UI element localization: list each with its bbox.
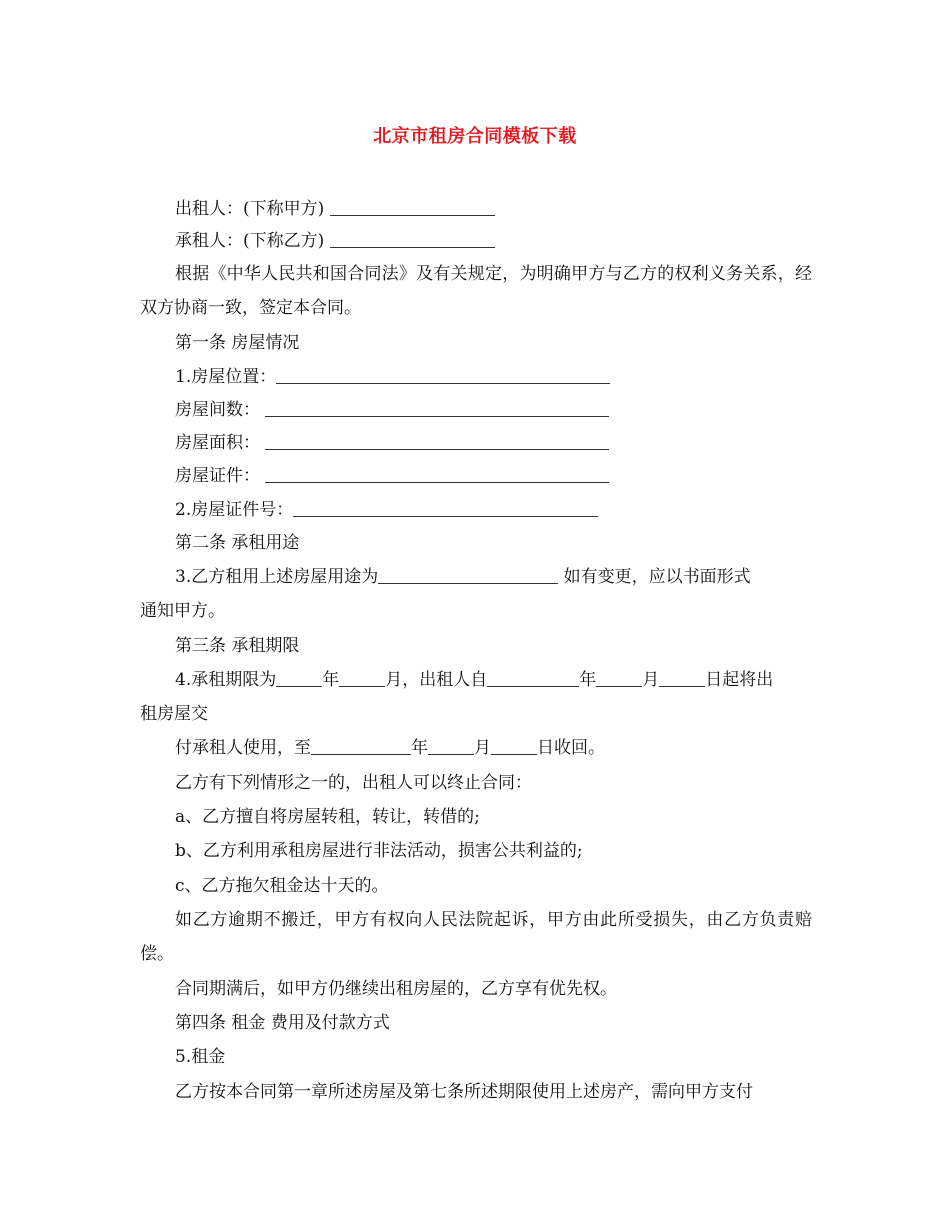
term-end-line	[175, 731, 815, 765]
rent-paragraph: 乙方按本合同第一章所述房屋及第七条所述期限使用上述房产，需向甲方支付	[175, 1082, 753, 1102]
end-year-unit: 年	[411, 738, 428, 758]
certificate-number-line	[175, 493, 815, 527]
article2-heading: 第二条 承租用途	[175, 533, 300, 553]
start-year-blank	[487, 666, 579, 687]
lessee-blank	[330, 227, 495, 248]
case-b: b、乙方利用承租房屋进行非法活动，损害公共利益的;	[175, 841, 583, 861]
usage-line	[175, 560, 815, 594]
termination-intro: 乙方有下列情形之一的，出租人可以终止合同：	[175, 773, 532, 793]
term-line	[175, 663, 815, 697]
priority-paragraph: 合同期满后，如甲方仍继续出租房屋的，乙方享有优先权。	[175, 979, 617, 999]
usage-line-2: 通知甲方。	[140, 601, 225, 621]
preamble-paragraph: 根据《中华人民共和国合同法》及有关规定，为明确甲方与乙方的权利义务关系，经双方协商一致，签定本合同。	[140, 264, 812, 318]
case-c: c、乙方拖欠租金达十天的。	[175, 876, 389, 896]
article1-heading: 第一条 房屋情况	[175, 333, 300, 353]
lessee-line	[175, 224, 815, 258]
document-title: 北京市租房合同模板下载	[373, 126, 577, 147]
end-month-blank	[428, 734, 474, 755]
article3-heading: 第三条 承租期限	[175, 636, 300, 656]
start-day-blank	[659, 666, 705, 687]
start-month-unit: 月	[642, 670, 660, 690]
term-label: 4.承租期限为	[175, 670, 277, 690]
house-area-line	[175, 426, 815, 460]
room-count-blank	[265, 396, 609, 417]
end-day-unit: 日收回。	[537, 738, 605, 758]
end-day-blank	[491, 734, 537, 755]
room-count-label: 房屋间数：	[175, 400, 260, 420]
term-line-2: 租房屋交	[140, 704, 208, 724]
lessor-blank	[330, 195, 495, 216]
start-day-unit: 日起将出	[705, 670, 774, 690]
case-a: a、乙方擅自将房屋转租，转让，转借的;	[175, 807, 480, 827]
article4-heading: 第四条 租金 费用及付款方式	[175, 1013, 390, 1033]
certificate-number-label: 2.房屋证件号：	[175, 500, 294, 520]
term-months-blank	[339, 666, 385, 687]
house-area-blank	[265, 429, 609, 450]
house-certificate-line	[175, 459, 815, 493]
house-certificate-label: 房屋证件：	[175, 466, 260, 486]
rent-heading: 5.租金	[175, 1047, 226, 1067]
start-year-unit: 年	[579, 670, 597, 690]
term-month-unit: 月，出租人自	[385, 670, 488, 690]
usage-change-note: 如有变更，应以书面形式	[563, 567, 751, 587]
house-location-label: 1.房屋位置：	[175, 367, 277, 387]
room-count-line	[175, 393, 815, 427]
end-year-blank	[311, 734, 411, 755]
usage-blank	[378, 563, 558, 584]
end-month-unit: 月	[474, 738, 491, 758]
start-month-blank	[596, 666, 642, 687]
house-area-label: 房屋面积：	[175, 433, 260, 453]
lessor-label: 出租人：(下称甲方)	[175, 199, 325, 219]
overdue-paragraph: 如乙方逾期不搬迁，甲方有权向人民法院起诉，甲方由此所受损失，由乙方负责赔偿。	[140, 910, 812, 964]
term-year-unit: 年	[322, 670, 340, 690]
term-end-label: 付承租人使用，至	[175, 738, 311, 758]
house-location-line	[175, 360, 815, 394]
house-certificate-blank	[265, 462, 609, 483]
certificate-number-blank	[293, 496, 598, 517]
house-location-blank	[276, 363, 610, 384]
usage-label: 3.乙方租用上述房屋用途为	[175, 567, 379, 587]
lessee-label: 承租人：(下称乙方)	[175, 231, 325, 251]
term-years-blank	[276, 666, 322, 687]
lessor-line	[175, 192, 815, 226]
